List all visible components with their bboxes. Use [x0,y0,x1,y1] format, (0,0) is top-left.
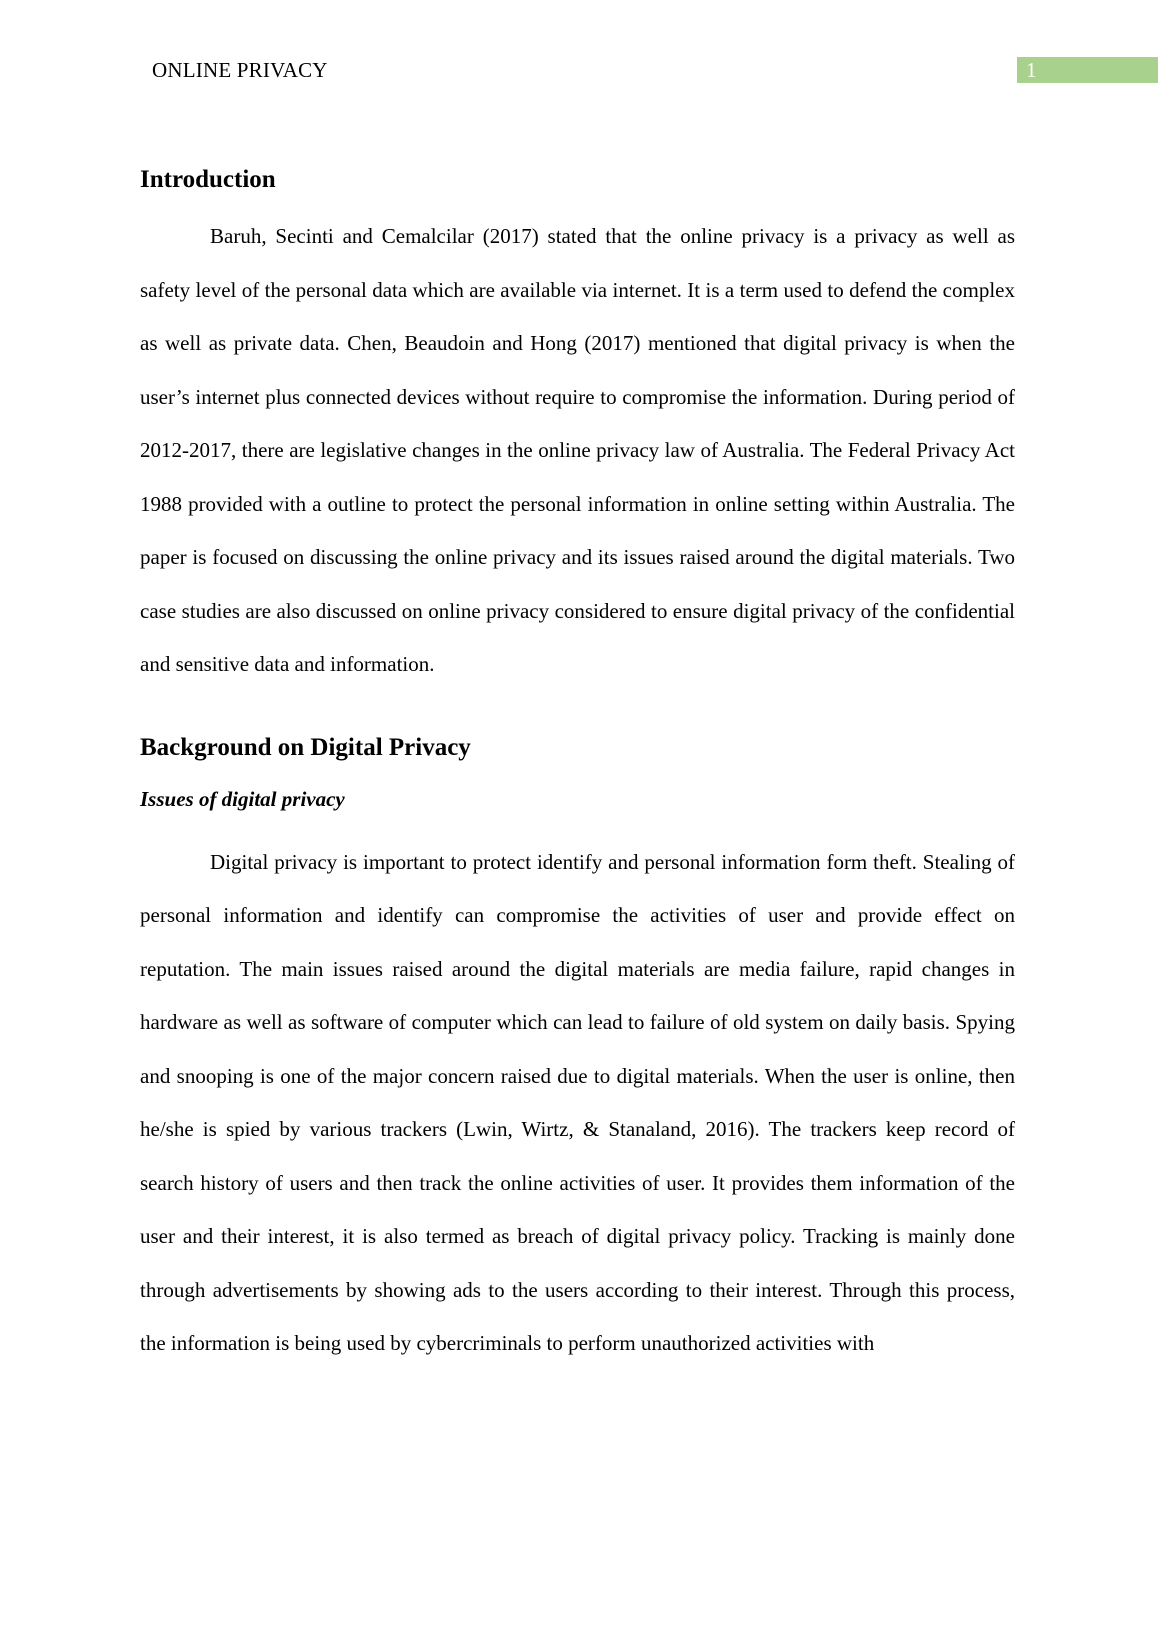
introduction-section [140,156,1015,692]
introduction-paragraph: Baruh, Secinti and Cemalcilar (2017) stated that the online privacy is a privacy as well as safety level of the personal data which are available via internet. It is a term used to defend the complex as well as private data. Chen, Beaudoin and Hong (2017) mentioned that digital privacy is when the user’s internet plus connected devices without require to compromise the information. During period of 2012-2017, there are legislative changes in the online privacy law of Australia. The Federal Privacy Act 1988 provided with a outline to protect the personal information in online setting within Australia. The paper is focused on discussing the online privacy and its issues raised around the digital materials. Two case studies are also discussed on online privacy considered to ensure digital privacy of the confidential and sensitive data and information. [140,224,1015,676]
running-head: ONLINE PRIVACY [152,58,328,82]
background-heading: Background on Digital Privacy [140,733,471,761]
page-number-background [1017,57,1158,83]
introduction-heading: Introduction [140,166,276,193]
background-paragraph: Digital privacy is important to protect identify and personal information form theft. Stealing of personal information and identify can compromise the activities of user and provide effect on reputation. The main issues raised around the digital materials are media failure, rapid changes in hardware as well as software of computer which can lead to failure of old system on daily basis. Spying and snooping is one of the major concern raised due to digital materials. When the user is online, then he/she is spied by various trackers (Lwin, Wirtz, & Stanaland, 2016). The trackers keep record of search history of users and then track the online activities of user. It provides them information of the user and their interest, it is also termed as breach of digital privacy policy. Tracking is mainly done through advertisements by showing ads to the users according to their interest. Through this process, the information is being used by cybercriminals to perform unauthorized activities with [140,849,1015,1355]
page-number: 1 [1026,58,1037,82]
issues-subheading: Issues of digital privacy [140,786,345,811]
document-body [140,156,1015,1371]
background-section [140,724,1015,1371]
